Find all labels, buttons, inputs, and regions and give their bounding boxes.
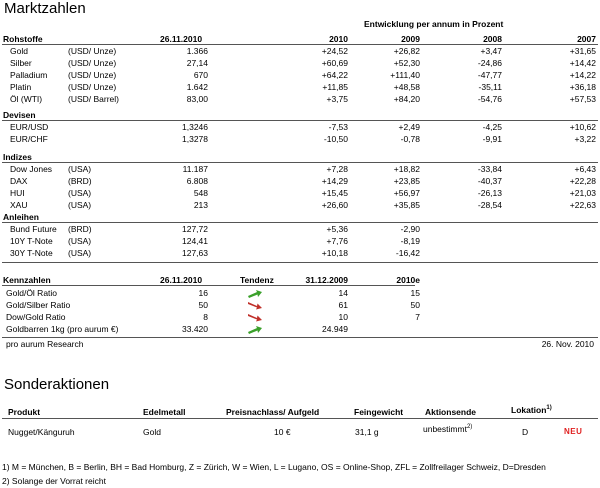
- indizes-name-cell: Dow Jones: [10, 164, 53, 174]
- rohstoffe-unit-cell: (USD/ Unze): [68, 46, 117, 56]
- kennzahl-name-cell: Dow/Gold Ratio: [6, 312, 66, 322]
- rohstoffe-y2008-cell: -47,77: [477, 70, 502, 80]
- kennzahlen-col-2009: 31.12.2009: [305, 275, 348, 285]
- kennzahl-v2009-cell: 14: [338, 288, 348, 298]
- rohstoffe-y2009-cell: +26,82: [393, 46, 420, 56]
- divider: [2, 162, 598, 163]
- indizes-value-cell: 548: [193, 188, 208, 198]
- section-label-rohstoffe: Rohstoffe: [3, 34, 43, 44]
- anleihen-value-cell: 124,41: [182, 236, 208, 246]
- kennzahl-value-cell: 33.420: [182, 324, 208, 334]
- divider: [2, 222, 598, 223]
- kennzahl-value-cell: 8: [203, 312, 208, 322]
- kennzahl-name-cell: Gold/Silber Ratio: [6, 300, 71, 310]
- rohstoffe-y2009-cell: +48,58: [393, 82, 420, 92]
- divider: [2, 120, 598, 121]
- rohstoffe-y2010-cell: +11,85: [322, 82, 348, 92]
- indizes-y2007-cell: +22,63: [569, 200, 596, 210]
- kennzahl-v2010e-cell: 50: [410, 300, 420, 310]
- devisen-y2007-cell: +3,22: [574, 134, 596, 144]
- page-title: Marktzahlen: [4, 0, 86, 17]
- indizes-value-cell: 6.808: [186, 176, 208, 186]
- kennzahlen-col-tendenz: Tendenz: [240, 275, 274, 285]
- divider: [2, 418, 598, 419]
- rohstoffe-y2007-cell: +31,65: [569, 46, 596, 56]
- rohstoffe-unit-cell: (USD/ Barrel): [68, 94, 120, 104]
- rohstoffe-value-cell: 27,14: [186, 58, 208, 68]
- sonder-col-lokation: Lokation$^{1)}$: [511, 405, 552, 415]
- anleihen-value-cell: 127,72: [182, 224, 208, 234]
- anleihen-name-cell: 30Y T-Note: [10, 248, 53, 258]
- trend-up-arrow-icon: [247, 289, 263, 298]
- rohstoffe-y2007-cell: +14,22: [569, 70, 596, 80]
- indizes-unit-cell: (BRD): [68, 176, 92, 186]
- anleihen-unit-cell: (BRD): [68, 224, 92, 234]
- rohstoffe-name-cell: Gold: [10, 46, 28, 56]
- anleihen-name-cell: Bund Future: [10, 224, 57, 234]
- rohstoffe-value-cell: 670: [193, 70, 208, 80]
- rohstoffe-y2009-cell: +52,30: [393, 58, 420, 68]
- rohstoffe-y2008-cell: -24,86: [477, 58, 502, 68]
- rohstoffe-y2008-cell: -35,11: [478, 82, 502, 92]
- indizes-y2010-cell: +7,28: [326, 164, 348, 174]
- indizes-y2008-cell: -26,13: [477, 188, 502, 198]
- indizes-unit-cell: (USA): [68, 200, 92, 210]
- indizes-name-cell: DAX: [10, 176, 28, 186]
- devisen-y2009-cell: +2,49: [398, 122, 420, 132]
- rohstoffe-name-cell: Palladium: [10, 70, 48, 80]
- rohstoffe-y2010-cell: +24,52: [321, 46, 348, 56]
- kennzahlen-col-2010e: 2010e: [396, 275, 420, 285]
- sonder-aktionsende: unbestimmt$^{2)}$: [423, 424, 473, 434]
- rohstoffe-name-cell: Silber: [10, 58, 32, 68]
- indizes-name-cell: HUI: [10, 188, 25, 198]
- devisen-y2010-cell: -10,50: [323, 134, 348, 144]
- rohstoffe-unit-cell: (USD/ Unze): [68, 82, 117, 92]
- col-date: 26.11.2010: [160, 34, 203, 44]
- kennzahlen-col-date: 26.11.2010: [160, 275, 203, 285]
- kennzahl-v2009-cell: 24.949: [322, 324, 348, 334]
- devisen-y2008-cell: -9,91: [482, 134, 502, 144]
- col-2009: 2009: [401, 34, 420, 44]
- devisen-value-cell: 1,3278: [182, 134, 208, 144]
- kennzahl-v2009-cell: 10: [338, 312, 348, 322]
- indizes-y2009-cell: +18,82: [393, 164, 420, 174]
- sonder-col-produkt: Produkt: [8, 407, 41, 417]
- divider: [2, 337, 598, 338]
- divider: [2, 44, 598, 45]
- indizes-y2010-cell: +26,60: [321, 200, 348, 210]
- indizes-y2007-cell: +21,03: [569, 188, 596, 198]
- rohstoffe-value-cell: 1.642: [186, 82, 208, 92]
- footnote-1: 1) M = München, B = Berlin, BH = Bad Homburg, Z = Zürich, W = Wien, L = Lugano, OS = Online-Shop, ZFL = Zollfreilager Schweiz, D=Dresden: [2, 462, 546, 472]
- anleihen-value-cell: 127,63: [182, 248, 208, 258]
- kennzahl-name-cell: Goldbarren 1kg (pro aurum €): [6, 324, 119, 334]
- devisen-y2009-cell: -0,78: [400, 134, 420, 144]
- rohstoffe-y2007-cell: +14,42: [569, 58, 596, 68]
- devisen-value-cell: 1,3246: [182, 122, 208, 132]
- trend-down-arrow-icon: [247, 301, 263, 310]
- kennzahl-value-cell: 50: [198, 300, 208, 310]
- sonder-edelmetall: Gold: [143, 427, 161, 437]
- col-2008: 2008: [483, 34, 502, 44]
- indizes-y2009-cell: +35,85: [393, 200, 420, 210]
- col-2010: 2010: [329, 34, 348, 44]
- rohstoffe-y2007-cell: +57,53: [569, 94, 596, 104]
- rohstoffe-y2010-cell: +64,22: [321, 70, 348, 80]
- indizes-y2008-cell: -33,84: [477, 164, 502, 174]
- subheader: Entwicklung per annum in Prozent: [364, 19, 504, 29]
- indizes-y2009-cell: +56,97: [393, 188, 420, 198]
- indizes-y2007-cell: +22,28: [569, 176, 596, 186]
- divider: [2, 285, 415, 286]
- indizes-y2010-cell: +14,29: [321, 176, 348, 186]
- anleihen-y2010-cell: +7,76: [326, 236, 348, 246]
- section-label-kennzahlen: Kennzahlen: [3, 275, 51, 285]
- rohstoffe-y2010-cell: +3,75: [326, 94, 348, 104]
- indizes-value-cell: 213: [193, 200, 208, 210]
- trend-up-arrow-icon: [247, 325, 263, 334]
- devisen-y2007-cell: +10,62: [569, 122, 596, 132]
- anleihen-y2009-cell: -8,19: [400, 236, 420, 246]
- new-badge: NEU: [564, 427, 583, 436]
- rohstoffe-value-cell: 83,00: [186, 94, 208, 104]
- section-label-indizes: Indizes: [3, 152, 32, 162]
- divider: [2, 262, 598, 263]
- sonder-preis: 10 €: [274, 427, 291, 437]
- anleihen-y2009-cell: -2,90: [400, 224, 420, 234]
- devisen-y2010-cell: -7,53: [328, 122, 348, 132]
- kennzahl-name-cell: Gold/Öl Ratio: [6, 288, 58, 298]
- sonder-title: Sonderaktionen: [4, 376, 110, 393]
- anleihen-unit-cell: (USA): [68, 236, 92, 246]
- rohstoffe-name-cell: Öl (WTI): [10, 94, 43, 104]
- source-label: pro aurum Research: [6, 339, 84, 349]
- section-label-devisen: Devisen: [3, 110, 36, 120]
- kennzahl-value-cell: 16: [198, 288, 208, 298]
- rohstoffe-unit-cell: (USD/ Unze): [68, 70, 117, 80]
- kennzahl-v2010e-cell: 15: [410, 288, 420, 298]
- indizes-unit-cell: (USA): [68, 164, 92, 174]
- indizes-y2010-cell: +15,45: [321, 188, 348, 198]
- indizes-y2009-cell: +23,85: [393, 176, 420, 186]
- rohstoffe-y2009-cell: +111,40: [390, 70, 420, 80]
- section-label-anleihen: Anleihen: [3, 212, 39, 222]
- sonder-col-preis: Preisnachlass/ Aufgeld: [226, 407, 320, 417]
- sonder-col-feingewicht: Feingewicht: [354, 407, 404, 417]
- indizes-value-cell: 11.187: [182, 164, 208, 174]
- indizes-unit-cell: (USA): [68, 188, 92, 198]
- trend-down-arrow-icon: [247, 313, 263, 322]
- rohstoffe-y2008-cell: -54,76: [477, 94, 502, 104]
- indizes-y2007-cell: +6,43: [574, 164, 596, 174]
- indizes-name-cell: XAU: [10, 200, 28, 210]
- source-date: 26. Nov. 2010: [541, 339, 594, 349]
- col-2007: 2007: [577, 34, 596, 44]
- sonder-col-aktionsende: Aktionsende: [425, 407, 477, 417]
- anleihen-y2009-cell: -16,42: [395, 248, 420, 258]
- indizes-y2008-cell: -40,37: [477, 176, 502, 186]
- sonder-produkt: Nugget/Känguruh: [8, 427, 75, 437]
- sonder-lokation: D: [522, 427, 529, 437]
- sonder-feingewicht: 31,1 g: [355, 427, 379, 437]
- anleihen-y2010-cell: +10,18: [321, 248, 348, 258]
- rohstoffe-name-cell: Platin: [10, 82, 32, 92]
- devisen-y2008-cell: -4,25: [482, 122, 502, 132]
- rohstoffe-value-cell: 1.366: [186, 46, 208, 56]
- rohstoffe-y2008-cell: +3,47: [480, 46, 502, 56]
- kennzahl-v2010e-cell: 7: [415, 312, 420, 322]
- devisen-name-cell: EUR/CHF: [10, 134, 48, 144]
- indizes-y2008-cell: -28,54: [477, 200, 502, 210]
- sonder-col-edelmetall: Edelmetall: [143, 407, 186, 417]
- kennzahl-v2009-cell: 61: [338, 300, 348, 310]
- anleihen-y2010-cell: +5,36: [326, 224, 348, 234]
- rohstoffe-y2010-cell: +60,69: [321, 58, 348, 68]
- devisen-name-cell: EUR/USD: [10, 122, 49, 132]
- rohstoffe-y2007-cell: +36,18: [569, 82, 596, 92]
- rohstoffe-y2009-cell: +84,20: [393, 94, 420, 104]
- anleihen-name-cell: 10Y T-Note: [10, 236, 53, 246]
- rohstoffe-unit-cell: (USD/ Unze): [68, 58, 117, 68]
- footnote-2: 2) Solange der Vorrat reicht: [2, 476, 106, 486]
- anleihen-unit-cell: (USA): [68, 248, 92, 258]
